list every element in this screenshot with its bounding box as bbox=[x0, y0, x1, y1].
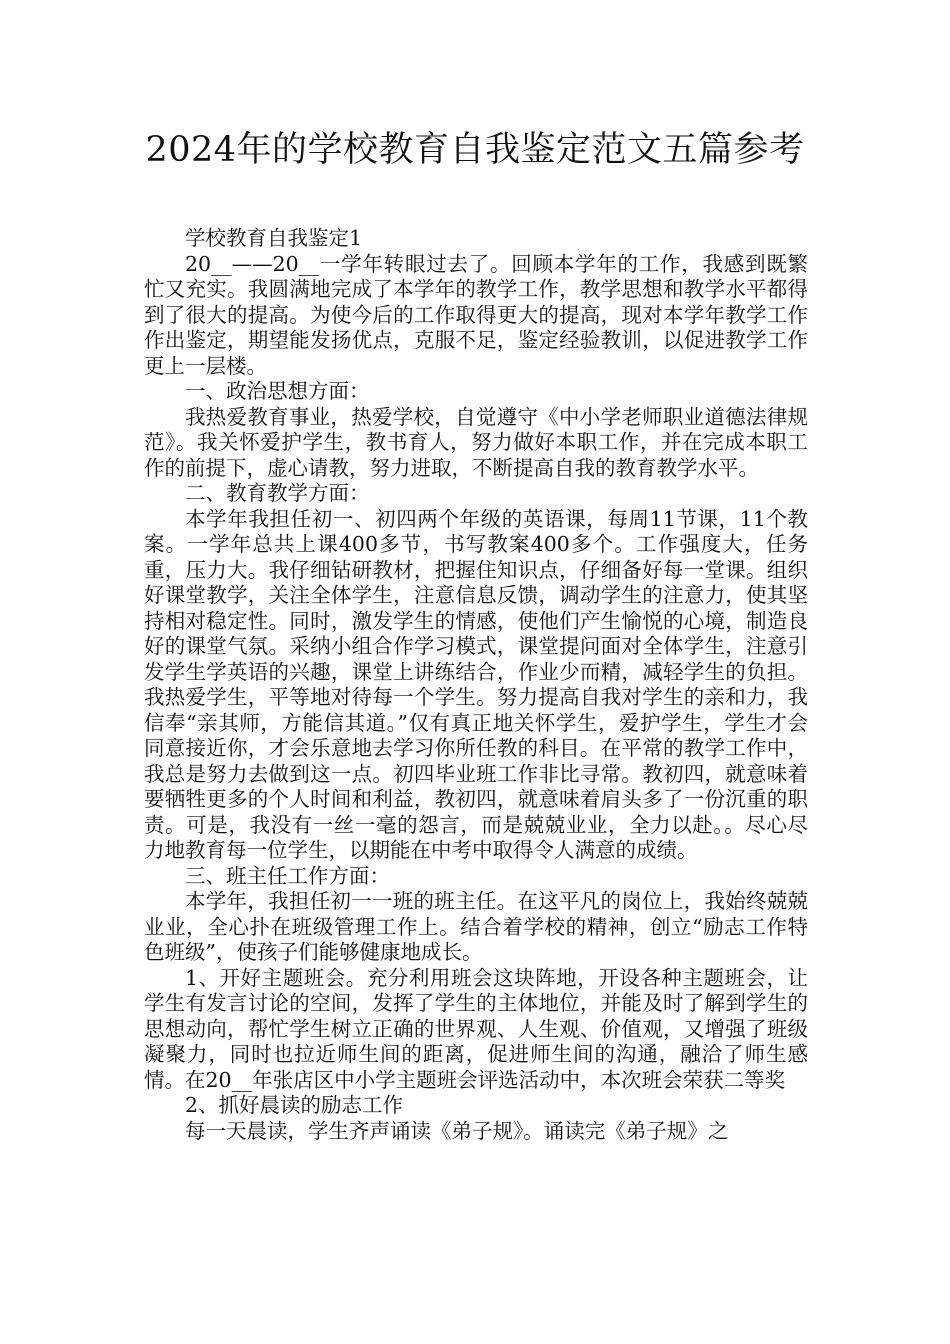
document-title: 2024年的学校教育自我鉴定范文五篇参考 bbox=[145, 130, 805, 170]
paragraph: 20__——20__一学年转眼过去了。回顾本学年的工作，我感到既繁忙又充实。我圆满地完成了本学年的教学工作，教学思想和教学水平都得到了很大的提高。为使今后的工作取得更大的提高，现对本学年教学工作作出鉴定，期望能发扬优点，克服不足，鉴定经验教训，以促进教学工作更上一层楼。 bbox=[144, 251, 808, 378]
section-heading: 一、政治思想方面： bbox=[185, 379, 370, 403]
paragraph: 本学年我担任初一、初四两个年级的英语课，每周11节课，11个教案。一学年总共上课400多节，书写教案400多个。工作强度大，任务重，压力大。我仔细钻研教材，把握住知识点，仔细备好每一堂课。组织好课堂教学，关注全体学生，注意信息反馈，调动学生的注意力，使其坚持相对稳定性。同时，激发学生的情感，使他们产生愉悦的心境，制造良好的课堂气氛。采纳小组合作学习模式，课堂提问面对全体学生，注意引发学生学英语的兴趣，课堂上讲练结合，作业少而精，减轻学生的负担。我热爱学生，平等地对待每一个学生。努力提高自我对学生的亲和力，我信奉“亲其师，方能信其道。”仅有真正地关怀学生，爱护学生，学生才会同意接近你，才会乐意地去学习你所任教的科目。在平常的教学工作中，我总是努力去做到这一点。初四毕业班工作非比寻常。教初四，就意味着要牺牲更多的个人时间和利益，教初四，就意味着肩头多了一份沉重的职责。可是，我没有一丝一毫的怨言，而是兢兢业业，全力以赴。。尽心尽力地教育每一位学生，以期能在中考中取得令人满意的成绩。 bbox=[144, 506, 808, 862]
section-heading: 三、班主任工作方面： bbox=[185, 863, 390, 888]
section-heading: 学校教育自我鉴定1 bbox=[185, 226, 363, 250]
document-body bbox=[144, 226, 808, 1144]
paragraph: 本学年，我担任初一一班的班主任。在这平凡的岗位上，我始终兢兢业业，全心扑在班级管理工作上。结合着学校的精神，创立“励志工作特色班级”，使孩子们能够健康地成长。 bbox=[144, 889, 808, 964]
paragraph: 1、开好主题班会。充分利用班会这块阵地，开设各种主题班会，让学生有发言讨论的空间，发挥了学生的主体地位，并能及时了解到学生的思想动向，帮忙学生树立正确的世界观、人生观、价值观，又增强了班级凝聚力，同时也拉近师生间的距离，促进师生间的沟通，融洽了师生感情。在20__年张店区中小学主题班会评选活动中，本次班会荣获二等奖 bbox=[144, 965, 808, 1092]
paragraph: 我热爱教育事业，热爱学校，自觉遵守《中小学老师职业道德法律规范》。我关怀爱护学生，教书育人，努力做好本职工作，并在完成本职工作的前提下，虚心请教，努力进取，不断提高自我的教育教学水平。 bbox=[144, 404, 808, 480]
paragraph: 每一天晨读，学生齐声诵读《弟子规》。诵读完《弟子规》之 bbox=[185, 1118, 729, 1143]
section-heading: 2、抓好晨读的励志工作 bbox=[185, 1093, 404, 1117]
section-heading: 二、教育教学方面： bbox=[185, 481, 370, 505]
